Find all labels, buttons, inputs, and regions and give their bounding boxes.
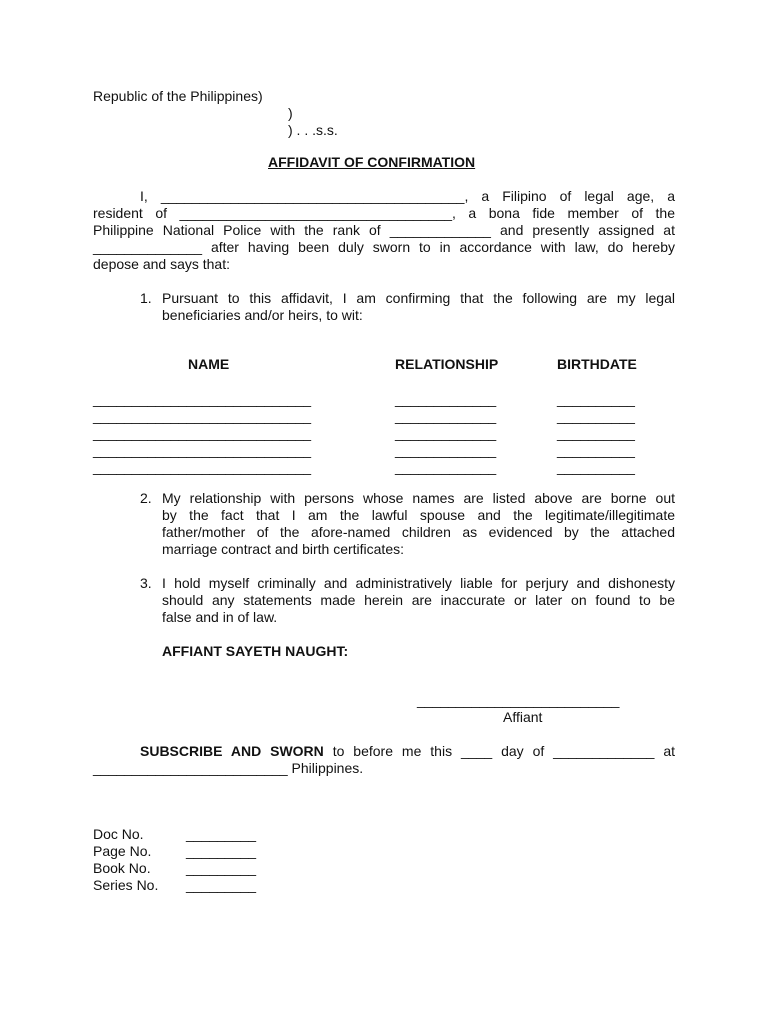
table-header-relationship: RELATIONSHIP [395,356,499,372]
venue-line-3: ) . . .s.s. [288,122,338,138]
birthdate-blank: __________ [557,391,635,407]
doc-no-label: Doc No. [93,826,144,842]
item-2-line-4: marriage contract and birth certificates: [162,541,404,557]
birthdate-blank: __________ [557,425,635,441]
table-header-birthdate: BIRTHDATE [557,356,637,372]
item-3-line-3: false and in of law. [162,609,278,625]
intro-line-4: ______________ after having been duly sworn to in accordance with law, do hereby [93,239,675,255]
item-1-line-1: Pursuant to this affidavit, I am confirming that the following are my legal [162,290,675,306]
relationship-blank: _____________ [395,442,497,458]
name-blank: ____________________________ [93,442,312,458]
item-2-line-1: My relationship with persons whose names are listed above are borne out [162,490,675,506]
document-title: AFFIDAVIT OF CONFIRMATION [268,154,476,170]
item-2-line-3: father/mother of the afore-named children as evidenced by the attached [162,524,675,540]
name-blank: ____________________________ [93,425,312,441]
affiant-signature-line: __________________________ [417,692,620,708]
book-no-label: Book No. [93,860,151,876]
jurat-bold: SUBSCRIBE AND SWORN [140,743,324,759]
item-3-line-2: should any statements made herein are inaccurate or later on found to be [162,592,675,608]
birthdate-blank: __________ [557,459,635,475]
intro-line-5: depose and says that: [93,256,230,272]
venue-line-1: Republic of the Philippines) [93,88,263,104]
table-header-name: NAME [188,356,230,372]
intro-line-3: Philippine National Police with the rank of _____________ and presently assigned at [93,222,675,238]
birthdate-blank: __________ [557,408,635,424]
jurat-line-2: _________________________ Philippines. [93,760,364,776]
page-no-label: Page No. [93,843,152,859]
name-blank: ____________________________ [93,459,312,475]
relationship-blank: _____________ [395,391,497,407]
relationship-blank: _____________ [395,425,497,441]
affiant-sayeth-naught: AFFIANT SAYETH NAUGHT: [162,643,349,659]
jurat-line-1 [140,743,675,760]
affiant-label: Affiant [503,709,543,725]
book-no-blank: _________ [186,860,257,876]
intro-line-1: I, _______________________________________, a Filipino of legal age, a [140,188,675,204]
intro-line-2: resident of ___________________________________, a bona fide member of the [93,205,675,221]
series-no-blank: _________ [186,877,257,893]
page-no-blank: _________ [186,843,257,859]
jurat-rest: to before me this ____ day of _____________ at [323,743,675,759]
name-blank: ____________________________ [93,408,312,424]
venue-line-2: ) [288,105,293,121]
doc-no-blank: _________ [186,826,257,842]
birthdate-blank: __________ [557,442,635,458]
item-2-number: 2. [140,490,152,506]
item-3-line-1: I hold myself criminally and administratively liable for perjury and dishonesty [162,575,675,591]
relationship-blank: _____________ [395,459,497,475]
item-1-line-2: beneficiaries and/or heirs, to wit: [162,307,363,323]
item-1-number: 1. [140,290,152,306]
name-blank: ____________________________ [93,391,312,407]
relationship-blank: _____________ [395,408,497,424]
series-no-label: Series No. [93,877,159,893]
item-3-number: 3. [140,575,152,591]
item-2-line-2: by the fact that I am the lawful spouse and the legitimate/illegitimate [162,507,675,523]
